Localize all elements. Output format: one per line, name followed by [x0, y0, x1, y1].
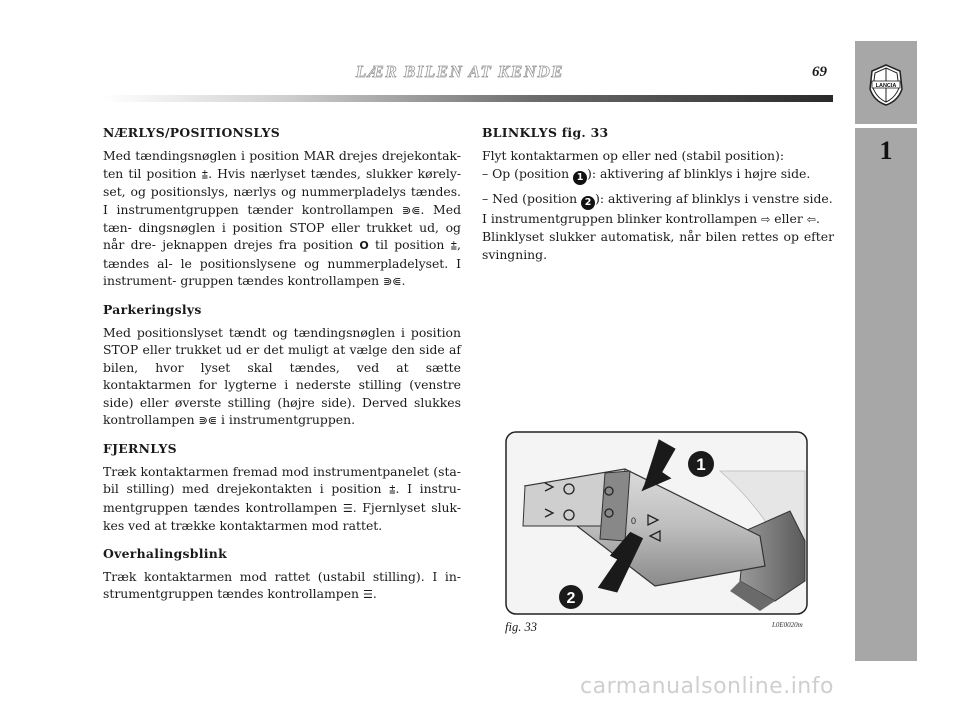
- figure-code: L0E0020m: [772, 621, 803, 629]
- lancia-logo-icon: [866, 63, 906, 107]
- chapter-sidebar: [855, 41, 917, 661]
- section-heading-low-beam: NÆRLYS/POSITIONSLYS: [103, 125, 281, 140]
- turn-left-arrow-icon: ⇦: [806, 212, 816, 226]
- section-heading-parking: Parkeringslys: [103, 301, 202, 317]
- paragraph-flash: Træk kontaktarmen mod rattet (ustabil stilling). I in-strumentgruppen tændes kontrollampen ☰.: [103, 568, 461, 602]
- section-heading-indicators: BLINKLYS fig. 33: [482, 125, 609, 140]
- figure-caption: fig. 33: [505, 620, 537, 634]
- figure-label-2: 2: [566, 590, 576, 607]
- high-beam-icon: ☰: [342, 501, 353, 515]
- position-lights-icon: ⋑⋐: [383, 275, 402, 289]
- position-1-marker: 1: [573, 171, 587, 185]
- indicators-item-up: – Op (position 1 ): aktivering af blinklys i højre side.: [482, 165, 811, 183]
- section-heading-flash: Overhalingsblink: [103, 545, 227, 561]
- paragraph-parking: Med positionslyset tændt og tændingsnøglen i position STOP eller trukket ud er det muligt at vælge den side af bilen, hvor lyset skal tændes, ved at sætte kontaktarmen for lygterne i nederste stilling (venstre side) eller øverste stilling (højre side). Derved slukkes kontrollampen ⋑⋐ i instrumentgruppen.: [103, 325, 461, 428]
- paragraph-low-beam: Med tændingsnøglen i position MAR drejes drejekontak- ten til position ⩲. Hvis nærlyset tændes, slukker kørely- set, og positionslys, nærlys og nummerpladelys tændes. I instrumentgruppen tænder kontrollampen ⋑⋐. Med tæn- dingsnøglen i position STOP eller trukket ud, og når dre- jeknappen drejes fra position O til position ⩲, tændes al- le positionslysene og nummerpladelyset. I instrument- gruppen tændes kontrollampen ⋑⋐.: [103, 148, 462, 289]
- figure-33-stalk-illustration: [505, 431, 808, 615]
- chapter-number: 1: [879, 136, 893, 165]
- position-2-marker: 2: [581, 196, 595, 210]
- high-beam-icon: ☰: [362, 588, 373, 602]
- indicators-auto-off: Blinklyset slukker automatisk, når bilen rettes op efter svingning.: [482, 229, 834, 262]
- svg-text:0: 0: [631, 516, 637, 526]
- watermark: carmanualsonline.info: [580, 674, 834, 699]
- o-position-icon: O: [359, 239, 369, 253]
- indicators-item-down: – Ned (position 2 ): aktivering af blinklys i venstre side.: [482, 190, 833, 208]
- turn-right-arrow-icon: ⇨: [761, 212, 771, 226]
- sidebar-divider: [855, 124, 917, 128]
- section-heading-high-beam: FJERNLYS: [103, 440, 177, 456]
- indicators-lamp: I instrumentgruppen blinker kontrollampen ⇨ eller ⇦.: [482, 210, 820, 226]
- running-header-title: LÆR BILEN AT KENDE: [355, 62, 565, 81]
- position-lights-icon: ⋑⋐: [402, 203, 421, 217]
- low-beam-icon: ⩲: [201, 167, 209, 181]
- right-column: [482, 124, 834, 263]
- page-number: 69: [812, 64, 827, 80]
- indicators-intro: Flyt kontaktarmen op eller ned (stabil position):: [482, 148, 785, 164]
- position-lights-icon: ⋑⋐: [198, 414, 217, 428]
- low-beam-icon: ⩲: [450, 239, 458, 253]
- figure-label-1: 1: [696, 455, 706, 474]
- svg-text:LANCIA: LANCIA: [875, 83, 897, 89]
- low-beam-icon: ⩲: [389, 483, 396, 497]
- left-column: [103, 124, 461, 604]
- paragraph-high-beam: Træk kontaktarmen fremad mod instrumentpanelet (sta-bil stilling) med drejekontakten i position ⩲. I instru-mentgruppen tændes kontrollampen ☰. Fjernlyset sluk-kes ved at trække kontaktarmen mod rattet.: [103, 463, 462, 534]
- header-rule: [103, 95, 833, 102]
